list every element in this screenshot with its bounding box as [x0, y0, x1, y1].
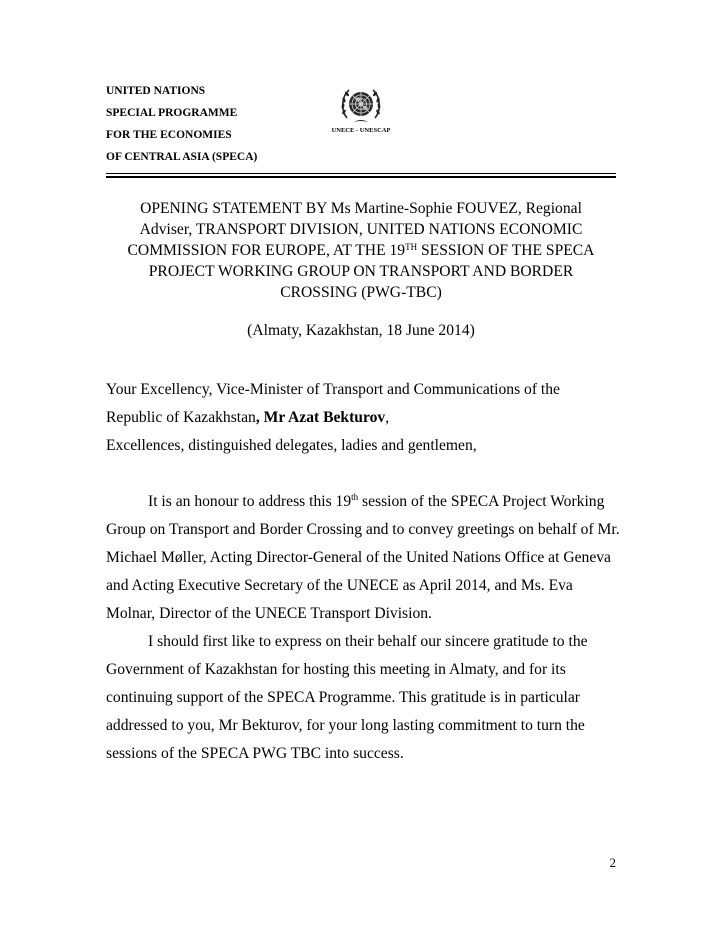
- paragraph-1: [106, 488, 622, 628]
- paragraph-1-rest: session of the SPECA Project Working Group on Transport and Border Crossing and to convey greetings on behalf of Mr. Michael Møller, Acting Director-General of the United Nations Office at Geneva and Acting Executive Secretary of the UNECE as April 2014, and Ms. Eva Molnar, Director of the UNECE Transport Division.: [106, 493, 620, 622]
- un-emblem-icon: [338, 84, 384, 126]
- header-divider-thick: [106, 176, 616, 178]
- header-divider-thin: [106, 173, 616, 174]
- org-line-1: UNITED NATIONS: [106, 85, 206, 97]
- salutation-minister-name: , Mr Azat Bekturov: [255, 409, 386, 426]
- salutation-comma: ,: [385, 409, 390, 426]
- org-line-3: FOR THE ECONOMIES: [106, 129, 232, 141]
- paragraph-2: I should first like to express on their behalf our sincere gratitude to the Government of Kazakhstan for hosting this meeting in Almaty, and for its continuing support of the SPECA Programme. This gratitude is in particular addressed to you, Mr Bekturov, for your long lasting commitment to turn the sessions of the SPECA PWG TBC into success.: [106, 633, 588, 762]
- title-line-2: Adviser, TRANSPORT DIVISION, UNITED NATIONS ECONOMIC: [139, 221, 583, 238]
- org-line-4: OF CENTRAL ASIA (SPECA): [106, 151, 258, 163]
- salutation-line-3: Excellences, distinguished delegates, ladies and gentlemen,: [106, 437, 477, 454]
- title-line-5: CROSSING (PWG-TBC): [280, 284, 442, 301]
- paragraph-1-start: It is an honour to address this 19: [148, 493, 352, 510]
- statement-title: [106, 198, 616, 303]
- statement-body: [106, 488, 622, 768]
- title-line-3-start: COMMISSION FOR EUROPE, AT THE 19: [127, 242, 406, 259]
- title-ordinal-suffix: TH: [405, 242, 418, 252]
- page-number: 2: [609, 855, 616, 870]
- logo-caption: UNECE - UNESCAP: [331, 127, 391, 134]
- title-line-3: [106, 240, 616, 261]
- paragraph-1-ordinal-suffix: th: [351, 492, 359, 502]
- salutation-line-2: [106, 404, 626, 432]
- salutation-block: [106, 376, 626, 460]
- title-line-3-end: SESSION OF THE SPECA: [417, 242, 595, 259]
- salutation-country: Republic of Kazakhstan: [106, 409, 256, 426]
- document-header: [106, 80, 616, 177]
- organization-name-block: [106, 80, 257, 168]
- title-line-4: PROJECT WORKING GROUP ON TRANSPORT AND BORDER: [148, 263, 574, 280]
- salutation-line-1: Your Excellency, Vice-Minister of Transport and Communications of the: [106, 381, 560, 398]
- venue-date-line: (Almaty, Kazakhstan, 18 June 2014): [247, 322, 475, 339]
- title-line-1: OPENING STATEMENT BY Ms Martine-Sophie FOUVEZ, Regional: [140, 200, 582, 217]
- un-emblem-logo: [324, 84, 398, 134]
- org-line-2: SPECIAL PROGRAMME: [106, 107, 238, 119]
